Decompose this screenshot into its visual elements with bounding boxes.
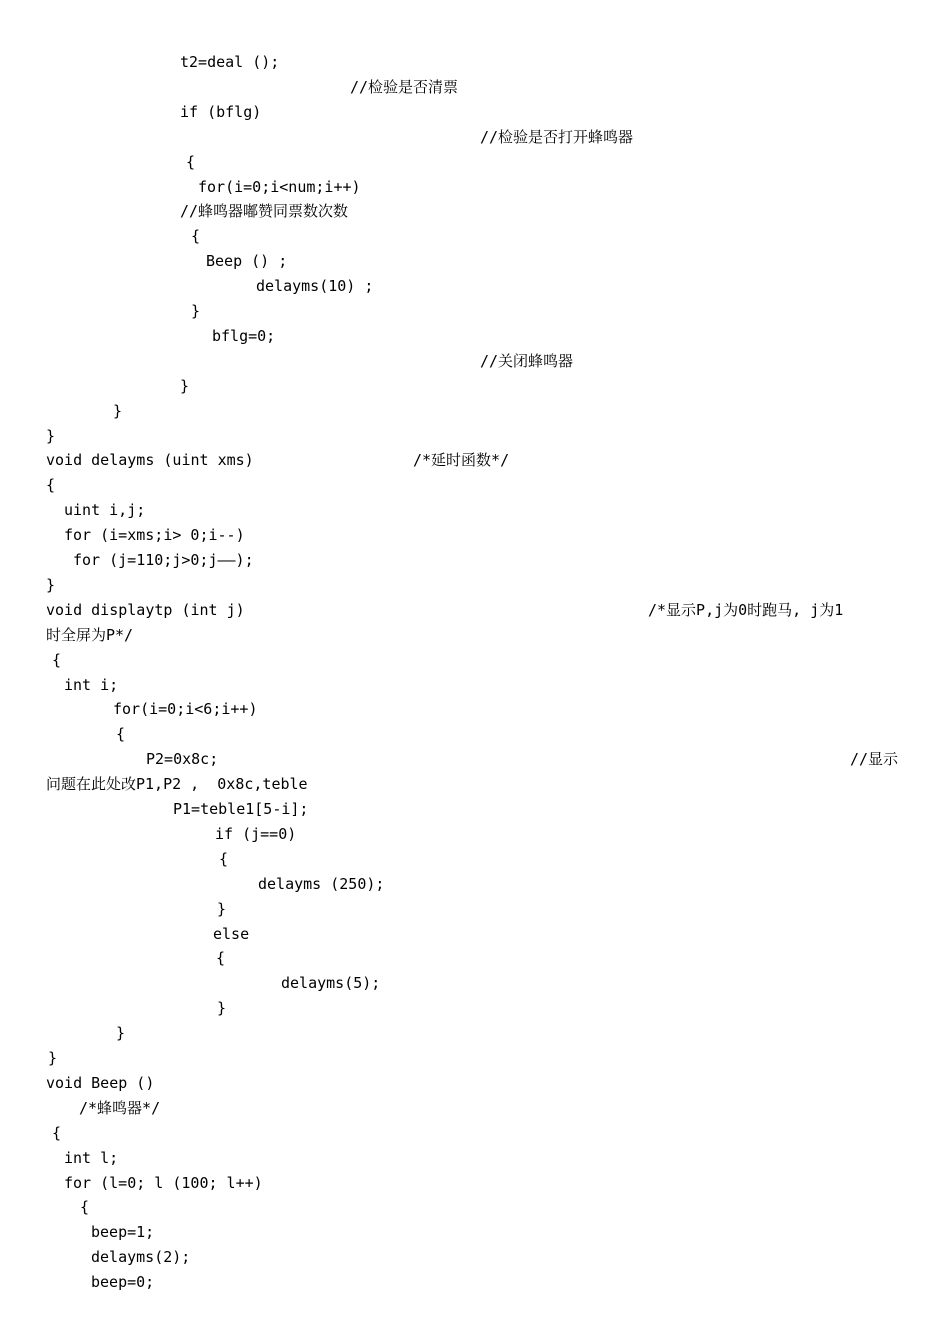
code-line: [0, 847, 950, 871]
code-text: void delayms (uint xms): [46, 451, 254, 470]
code-line: [0, 946, 950, 970]
code-line: [0, 1121, 950, 1145]
code-line: [0, 971, 950, 995]
code-line: [0, 299, 950, 323]
code-line: [0, 573, 950, 597]
code-text: }: [46, 426, 56, 445]
code-line: [0, 747, 950, 771]
code-line: [0, 424, 950, 448]
code-line: [0, 199, 950, 223]
code-comment: /*延时函数*/: [413, 451, 510, 470]
code-line: [0, 673, 950, 697]
code-text: }: [191, 302, 201, 320]
code-text: beep=0;: [91, 1273, 155, 1292]
code-line: [0, 996, 950, 1020]
code-text: beep=1;: [91, 1223, 155, 1242]
code-line: [0, 1220, 950, 1244]
code-line: [0, 448, 950, 472]
code-line: [0, 523, 950, 547]
code-text: for (l=0; l (100; l++): [64, 1173, 263, 1192]
code-text: {: [80, 1198, 90, 1217]
code-text: }: [180, 376, 190, 395]
code-text: for (j=110;j>0;j——);: [73, 551, 254, 569]
code-text: //蜂鸣器嘟赞同票数次数: [180, 202, 349, 221]
code-text: delayms(10) ;: [256, 277, 374, 296]
code-text: {: [52, 1123, 62, 1142]
code-text: P2=0x8c;: [146, 750, 219, 769]
code-text: if (j==0): [215, 824, 297, 843]
code-line: [0, 1046, 950, 1070]
code-text: uint i,j;: [64, 501, 146, 520]
code-text: {: [186, 152, 196, 171]
code-text: if (bflg): [180, 102, 262, 121]
code-line: [0, 150, 950, 174]
code-line: [0, 125, 950, 149]
code-comment: /*显示P,j为0时跑马, j为1: [648, 600, 844, 619]
code-text: {: [219, 849, 229, 868]
code-text: delayms(2);: [91, 1248, 191, 1267]
code-line: [0, 175, 950, 199]
code-text: else: [213, 924, 250, 943]
code-text: delayms (250);: [258, 874, 385, 893]
code-text: bflg=0;: [212, 326, 276, 345]
code-line: [0, 548, 950, 572]
code-line: [0, 349, 950, 373]
code-text: int i;: [64, 675, 119, 694]
code-text: delayms(5);: [281, 974, 381, 993]
code-text: {: [46, 476, 56, 495]
code-text: }: [116, 1024, 126, 1043]
code-line: [0, 1245, 950, 1269]
code-text: for(i=0;i<num;i++): [198, 177, 361, 196]
code-text: }: [217, 999, 227, 1018]
code-text: t2=deal ();: [180, 53, 280, 71]
code-line: [0, 224, 950, 248]
code-text: {: [52, 650, 62, 669]
code-text: //检验是否打开蜂鸣器: [480, 127, 634, 146]
code-line: [0, 498, 950, 522]
code-text: {: [216, 949, 226, 968]
code-line: [0, 1146, 950, 1170]
code-line: [0, 274, 950, 298]
code-line: [0, 1021, 950, 1045]
code-text: {: [191, 227, 201, 246]
code-text: for (i=xms;i> 0;i--): [64, 526, 245, 545]
code-line: [0, 324, 950, 348]
code-line: [0, 1195, 950, 1219]
code-text: }: [217, 899, 227, 918]
code-line: [0, 1171, 950, 1195]
code-text: void displaytp (int j): [46, 600, 245, 619]
code-text: for(i=0;i<6;i++): [113, 700, 258, 719]
code-line: [0, 922, 950, 946]
code-text: P1=teble1[5-i];: [173, 800, 309, 818]
code-line: [0, 1270, 950, 1294]
code-line: [0, 623, 950, 647]
code-line: [0, 75, 950, 99]
code-line: [0, 797, 950, 821]
code-text: Beep () ;: [206, 252, 288, 271]
code-text: }: [46, 575, 56, 594]
code-line: [0, 100, 950, 124]
code-line: [0, 822, 950, 846]
code-line: [0, 50, 950, 74]
code-text: //检验是否清票: [350, 77, 459, 96]
code-line: [0, 897, 950, 921]
code-text: }: [48, 1049, 58, 1067]
code-text: //关闭蜂鸣器: [480, 351, 574, 370]
code-line: [0, 772, 950, 796]
code-line: [0, 249, 950, 273]
code-line: [0, 697, 950, 721]
code-line: [0, 399, 950, 423]
code-line: [0, 872, 950, 896]
code-text: int l;: [64, 1148, 119, 1167]
code-line: [0, 722, 950, 746]
code-line: [0, 473, 950, 497]
code-line: [0, 598, 950, 622]
code-line: [0, 374, 950, 398]
code-line: [0, 648, 950, 672]
code-text: }: [113, 401, 123, 420]
code-text: 时全屏为P*/: [46, 625, 134, 644]
code-text: void Beep (): [46, 1073, 155, 1092]
code-text: 问题在此处改P1,P2 , 0x8c,teble: [46, 775, 308, 794]
code-text: {: [116, 725, 126, 744]
code-comment: //显示: [850, 750, 899, 769]
code-text: /*蜂鸣器*/: [79, 1098, 161, 1117]
code-line: [0, 1071, 950, 1095]
code-line: [0, 1096, 950, 1120]
